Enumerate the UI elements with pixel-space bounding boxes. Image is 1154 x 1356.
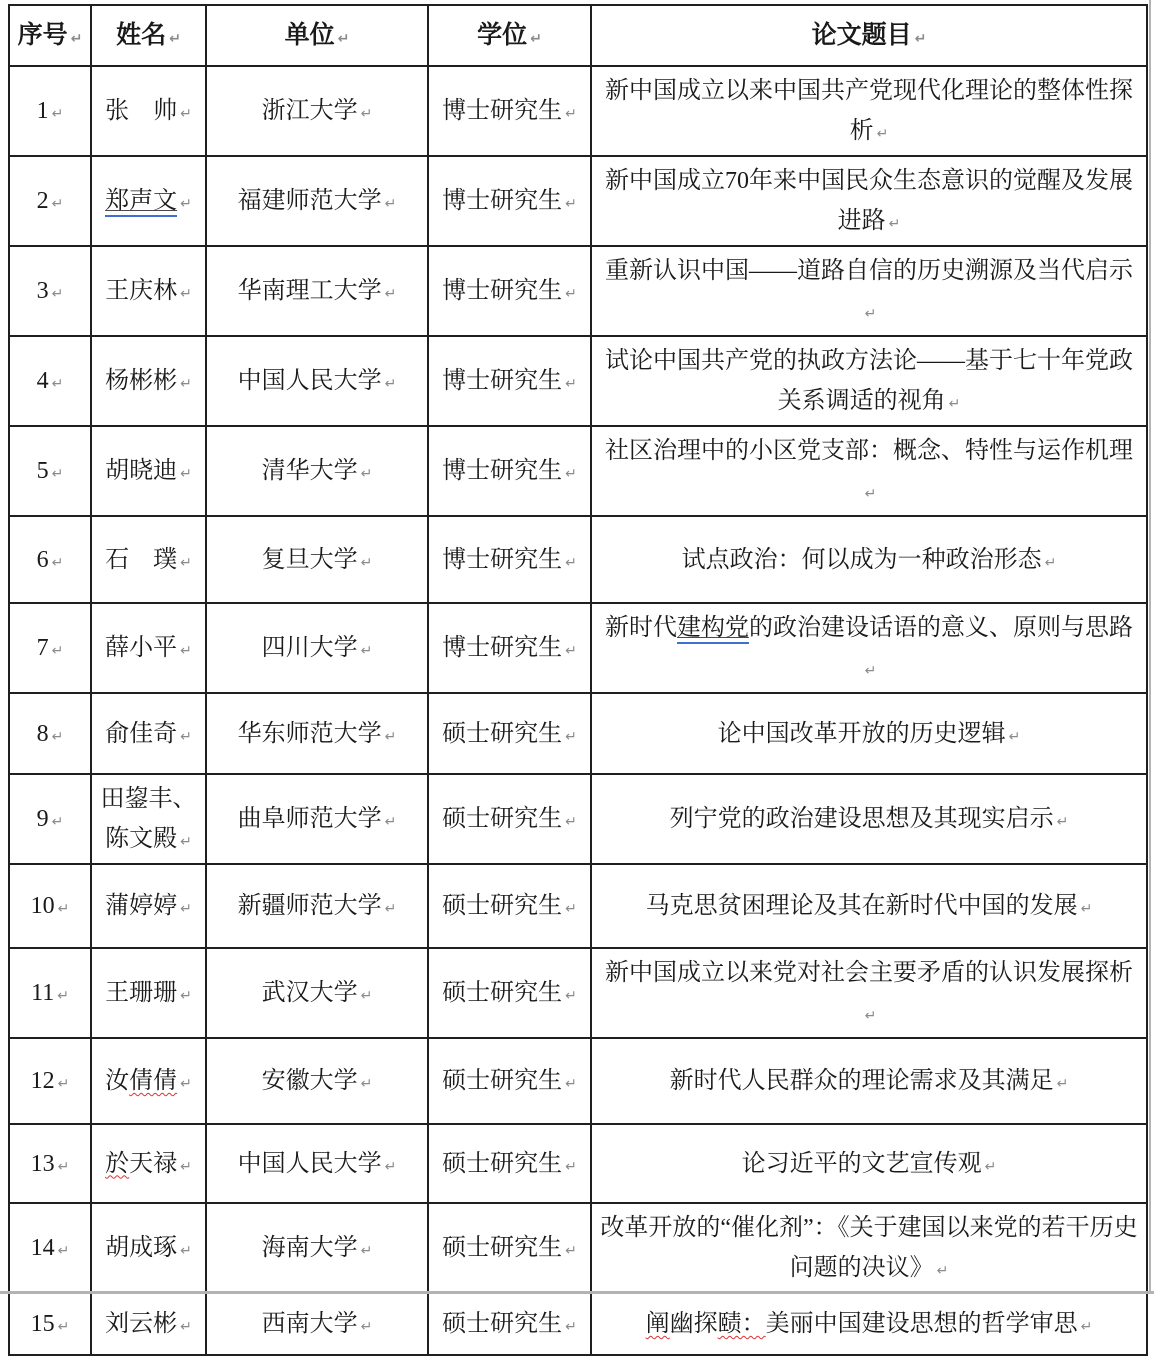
cell-text: 於 [105,1150,130,1177]
cell-name[interactable] [91,774,206,864]
cell-text: 石 璞 [105,546,178,573]
cell-title[interactable] [591,864,1147,948]
paragraph-mark-icon: ↵ [565,728,577,745]
cell-name[interactable] [91,1124,206,1203]
cell-title[interactable] [591,156,1147,246]
paragraph-mark-icon: ↵ [51,554,64,571]
cell-degree[interactable] [428,603,591,693]
cell-text: 博士研究生 [442,188,563,214]
paragraph-mark-icon: ↵ [565,286,577,302]
cell-degree[interactable] [428,693,591,774]
cell-text: 硕士研究生 [442,1235,563,1261]
cell-unit[interactable] [206,156,428,246]
paragraph-mark-icon: ↵ [51,466,64,482]
table-row [9,603,1147,693]
cell-text: 15 [30,1311,55,1337]
cell-name[interactable] [91,603,206,693]
paragraph-mark-icon: ↵ [180,834,192,850]
cell-title[interactable] [591,516,1147,603]
papers-table [8,4,1148,1356]
cell-text: 硕士研究生 [442,980,563,1006]
cell-text: 社区治理中的小区党支部：概念、特性与运作机理 [605,438,1133,464]
cell-degree[interactable] [428,426,591,516]
cell-unit[interactable] [206,1038,428,1124]
paragraph-mark-icon: ↵ [1044,554,1057,571]
cell-degree[interactable] [428,66,591,156]
header-cell-unit[interactable] [206,5,428,66]
cell-text: 胡成琢 [105,1235,178,1261]
paragraph-mark-icon: ↵ [180,643,192,659]
cell-title[interactable] [591,603,1147,693]
cell-text: 新中国成立以来党对社会主要矛盾的认识发展探析 [605,960,1133,986]
paragraph-mark-icon: ↵ [57,1243,70,1259]
cell-text: 8 [36,720,49,747]
cell-unit[interactable] [206,66,428,156]
cell-name[interactable] [91,516,206,603]
table-header [9,5,1147,66]
paragraph-mark-icon: ↵ [565,466,577,482]
cell-name[interactable] [91,246,206,336]
cell-index[interactable] [9,1203,91,1293]
cell-text: 论文题目 [811,21,912,49]
cell-text: 美丽中国建设思想的哲学审思 [765,1311,1078,1337]
paragraph-mark-icon: ↵ [565,1158,577,1175]
cell-text: 12 [30,1068,55,1094]
cell-degree[interactable] [428,246,591,336]
paragraph-mark-icon: ↵ [180,1076,192,1092]
table-row [9,1038,1147,1124]
paragraph-mark-icon: ↵ [180,196,192,212]
cell-index[interactable] [9,693,91,774]
table-body [9,66,1147,1355]
cell-index[interactable] [9,774,91,864]
paragraph-mark-icon: ↵ [888,216,901,232]
paragraph-mark-icon: ↵ [936,1263,949,1279]
cell-text: 华东师范大学 [237,720,382,747]
cell-unit[interactable] [206,864,428,948]
cell-text: 刘云彬 [105,1311,178,1337]
cell-text: 硕士研究生 [442,806,563,832]
paragraph-mark-icon: ↵ [864,486,877,502]
cell-text: 的政治建设话语的意义、原则与思路 [749,615,1133,641]
cell-title[interactable] [591,1038,1147,1124]
cell-unit[interactable] [206,948,428,1038]
cell-text: 改革开放的“催化剂”：《关于建国以来党的若干历史问题的决议》 [600,1215,1138,1281]
table-row [9,516,1147,603]
table-row [9,156,1147,246]
cell-text: 14 [30,1235,55,1261]
cell-text: 张 帅 [105,98,178,124]
cell-text: 序号 [17,21,68,49]
paragraph-mark-icon: ↵ [984,1158,997,1175]
cell-unit[interactable] [206,1293,428,1355]
cell-title[interactable] [591,336,1147,426]
paragraph-mark-icon: ↵ [1080,901,1093,917]
cell-title[interactable] [591,774,1147,864]
cell-index[interactable] [9,336,91,426]
paragraph-mark-icon: ↵ [51,196,64,212]
cell-text: 11 [31,980,55,1006]
paragraph-mark-icon: ↵ [565,1076,577,1092]
table-row [9,864,1147,948]
cell-unit[interactable] [206,336,428,426]
cell-title[interactable] [591,246,1147,336]
paragraph-mark-icon: ↵ [530,30,542,47]
table-row [9,336,1147,426]
cell-text: 博士研究生 [442,458,563,484]
paragraph-mark-icon: ↵ [180,376,192,392]
cell-text: 胡晓迪 [105,458,178,484]
paragraph-mark-icon: ↵ [565,988,577,1004]
cell-title[interactable] [591,948,1147,1038]
paragraph-mark-icon: ↵ [948,396,961,412]
paragraph-mark-icon: ↵ [565,814,577,830]
table-row [9,246,1147,336]
cell-text: 试点政治：何以成为一种政治形态 [681,546,1042,573]
cell-name[interactable] [91,1293,206,1355]
paragraph-mark-icon: ↵ [565,1319,577,1335]
cell-text: 天禄 [129,1150,178,1177]
paragraph-mark-icon: ↵ [864,1008,877,1024]
cell-text: 13 [30,1150,55,1177]
cell-text: 博士研究生 [442,546,563,573]
paragraph-mark-icon: ↵ [51,286,64,302]
cell-text: 清华大学 [261,458,358,484]
cell-title[interactable] [591,426,1147,516]
cell-text: 浙江大学 [261,98,358,124]
cell-text: 赜： [717,1311,766,1337]
cell-text: 王珊珊 [105,980,178,1006]
paragraph-mark-icon: ↵ [51,814,64,830]
paragraph-mark-icon: ↵ [1008,728,1021,745]
cell-text: 10 [30,893,55,919]
paragraph-mark-icon: ↵ [384,814,397,830]
paragraph-mark-icon: ↵ [180,1158,192,1175]
paragraph-mark-icon: ↵ [876,126,889,142]
paragraph-mark-icon: ↵ [360,554,373,571]
cell-text: 2 [36,188,49,214]
paragraph-mark-icon: ↵ [384,286,397,302]
paragraph-mark-icon: ↵ [565,376,577,392]
cell-title[interactable] [591,1293,1147,1355]
paragraph-mark-icon: ↵ [180,106,192,122]
paragraph-mark-icon: ↵ [384,901,397,917]
cell-index[interactable] [9,603,91,693]
cell-text: 新疆师范大学 [237,893,382,919]
cell-unit[interactable] [206,426,428,516]
cell-unit[interactable] [206,603,428,693]
header-row [9,5,1147,66]
cell-title[interactable] [591,693,1147,774]
cell-text: 倩倩 [129,1068,178,1094]
cell-text: 4 [36,368,49,394]
paragraph-mark-icon: ↵ [51,643,64,659]
cell-unit[interactable] [206,693,428,774]
cell-text: 试论中国共产党的执政方法论——基于七十年党政关系调适的视角 [605,348,1133,414]
cell-name[interactable] [91,864,206,948]
cell-text: 郑声文 [105,188,177,217]
cell-text: 马克思贫困理论及其在新时代中国的发展 [645,893,1078,919]
cell-index[interactable] [9,246,91,336]
cell-text: 中国人民大学 [237,368,382,394]
cell-text: 武汉大学 [261,980,358,1006]
cell-text: 薛小平 [105,635,178,661]
cell-index[interactable] [9,426,91,516]
cell-degree[interactable] [428,336,591,426]
paragraph-mark-icon: ↵ [384,196,397,212]
table-row [9,1124,1147,1203]
cell-unit[interactable] [206,516,428,603]
cell-text: 博士研究生 [442,98,563,124]
cell-index[interactable] [9,948,91,1038]
paragraph-mark-icon: ↵ [384,376,397,392]
paragraph-mark-icon: ↵ [180,286,192,302]
paragraph-mark-icon: ↵ [180,1319,192,1335]
cell-text: 5 [36,458,49,484]
table-row [9,948,1147,1038]
cell-text: 硕士研究生 [442,1150,563,1177]
cell-text: 曲阜师范大学 [237,806,382,832]
cell-text: 新中国成立70年来中国民众生态意识的觉醒及发展进路 [605,168,1133,234]
cell-text: 汝 [105,1068,130,1094]
cell-name[interactable] [91,1203,206,1293]
cell-text: 蒲婷婷 [105,893,178,919]
cell-unit[interactable] [206,1203,428,1293]
cell-name[interactable] [91,156,206,246]
cell-degree[interactable] [428,948,591,1038]
paragraph-mark-icon: ↵ [864,306,877,322]
cell-text: 安徽大学 [261,1068,358,1094]
cell-title[interactable] [591,66,1147,156]
paragraph-mark-icon: ↵ [57,1158,70,1175]
cell-text: 华南理工大学 [237,278,382,304]
table-row [9,774,1147,864]
cell-text: 9 [36,806,49,832]
paragraph-mark-icon: ↵ [57,1319,70,1335]
paragraph-mark-icon: ↵ [169,30,181,47]
header-cell-title[interactable] [591,5,1147,66]
paragraph-mark-icon: ↵ [384,1158,397,1175]
cell-degree[interactable] [428,1203,591,1293]
paragraph-mark-icon: ↵ [360,643,373,659]
cell-name[interactable] [91,948,206,1038]
cell-degree[interactable] [428,864,591,948]
paragraph-mark-icon: ↵ [565,106,577,122]
cell-text: 硕士研究生 [442,1311,563,1337]
paragraph-mark-icon: ↵ [1056,814,1069,830]
cell-text: 建构党 [677,615,749,644]
paragraph-mark-icon: ↵ [565,643,577,659]
paragraph-mark-icon: ↵ [51,376,64,392]
page-edge-bottom [0,1291,1154,1294]
page-edge-right [1149,0,1151,1292]
paragraph-mark-icon: ↵ [360,1076,373,1092]
cell-index[interactable] [9,1293,91,1355]
paragraph-mark-icon: ↵ [57,901,70,917]
cell-text: 复旦大学 [261,546,358,573]
cell-name[interactable] [91,1038,206,1124]
cell-text: 福建师范大学 [237,188,382,214]
cell-text: 单位 [284,21,335,49]
cell-text: 西南大学 [261,1311,358,1337]
cell-degree[interactable] [428,516,591,603]
header-cell-index[interactable] [9,5,91,66]
paragraph-mark-icon: ↵ [180,554,192,571]
paragraph-mark-icon: ↵ [360,988,373,1004]
paragraph-mark-icon: ↵ [337,30,350,47]
paragraph-mark-icon: ↵ [384,728,397,745]
paragraph-mark-icon: ↵ [57,988,69,1004]
paragraph-mark-icon: ↵ [565,901,577,917]
cell-unit[interactable] [206,246,428,336]
table-row [9,693,1147,774]
cell-index[interactable] [9,516,91,603]
cell-text: 王庆林 [105,278,178,304]
cell-text: 论习近平的文艺宣传观 [741,1150,982,1177]
cell-text: 新中国成立以来中国共产党现代化理论的整体性探析 [605,78,1133,144]
cell-text: 田鋆丰、陈文殿 [100,786,197,852]
cell-text: 中国人民大学 [237,1150,382,1177]
paragraph-mark-icon: ↵ [180,1243,192,1259]
paragraph-mark-icon: ↵ [565,196,577,212]
paragraph-mark-icon: ↵ [51,106,64,122]
cell-degree[interactable] [428,1293,591,1355]
paragraph-mark-icon: ↵ [57,1076,70,1092]
paragraph-mark-icon: ↵ [360,466,373,482]
cell-text: 硕士研究生 [442,1068,563,1094]
cell-text: 论中国改革开放的历史逻辑 [717,720,1006,747]
cell-unit[interactable] [206,774,428,864]
cell-title[interactable] [591,1203,1147,1293]
cell-index[interactable] [9,1038,91,1124]
cell-index[interactable] [9,1124,91,1203]
header-cell-name[interactable] [91,5,206,66]
cell-text: 新时代人民群众的理论需求及其满足 [669,1068,1054,1094]
cell-index[interactable] [9,66,91,156]
cell-title[interactable] [591,1124,1147,1203]
cell-text: 新时代 [605,615,677,641]
table-row [9,1203,1147,1293]
cell-text: 硕士研究生 [442,720,563,747]
cell-name[interactable] [91,66,206,156]
paragraph-mark-icon: ↵ [360,1243,373,1259]
cell-unit[interactable] [206,1124,428,1203]
cell-text: 列宁党的政治建设思想及其现实启示 [669,806,1054,832]
cell-name[interactable] [91,426,206,516]
paragraph-mark-icon: ↵ [51,728,64,745]
cell-text: 3 [36,278,49,304]
paragraph-mark-icon: ↵ [360,106,373,122]
paragraph-mark-icon: ↵ [1080,1319,1093,1335]
cell-text: 学位 [477,21,528,49]
cell-index[interactable] [9,156,91,246]
cell-text: 6 [36,546,49,573]
cell-text: 杨彬彬 [105,368,178,394]
paragraph-mark-icon: ↵ [864,663,877,679]
cell-degree[interactable] [428,1124,591,1203]
paragraph-mark-icon: ↵ [70,30,83,47]
table-row [9,1293,1147,1355]
paragraph-mark-icon: ↵ [1056,1076,1069,1092]
cell-text: 俞佳奇 [105,720,178,747]
cell-degree[interactable] [428,156,591,246]
cell-index[interactable] [9,864,91,948]
cell-text: 姓名 [116,21,167,49]
cell-text: 硕士研究生 [442,893,563,919]
paragraph-mark-icon: ↵ [180,728,192,745]
paragraph-mark-icon: ↵ [565,1243,577,1259]
cell-degree[interactable] [428,1038,591,1124]
paragraph-mark-icon: ↵ [565,554,577,571]
table-row [9,66,1147,156]
table-row [9,426,1147,516]
paragraph-mark-icon: ↵ [180,466,192,482]
cell-text: 1 [36,98,49,124]
cell-text: 博士研究生 [442,278,563,304]
cell-degree[interactable] [428,774,591,864]
cell-text: 阐 [645,1311,670,1337]
paragraph-mark-icon: ↵ [360,1319,373,1335]
cell-text: 四川大学 [261,635,358,661]
paragraph-mark-icon: ↵ [180,901,192,917]
cell-text: 博士研究生 [442,635,563,661]
cell-name[interactable] [91,336,206,426]
cell-text: 幽探 [669,1311,718,1337]
cell-text: 博士研究生 [442,368,563,394]
cell-name[interactable] [91,693,206,774]
paragraph-mark-icon: ↵ [180,988,192,1004]
header-cell-degree[interactable] [428,5,591,66]
paragraph-mark-icon: ↵ [914,30,927,47]
cell-text: 重新认识中国——道路自信的历史溯源及当代启示 [605,258,1133,284]
cell-text: 7 [36,635,49,661]
cell-text: 海南大学 [261,1235,358,1261]
